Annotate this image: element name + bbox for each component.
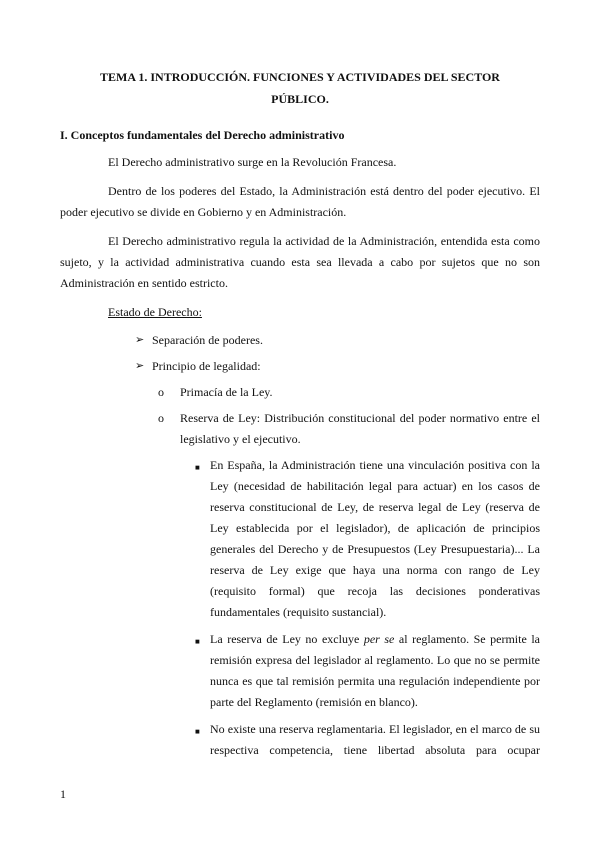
- list-item: [135, 356, 540, 377]
- text-run: al reglamento. Se permite la remisión expresa del legislador al reglamento. Lo que no se permite nunca es que tal remisión permita una regulación independiente por parte del Reglamento (remisión en blanco).: [210, 632, 540, 709]
- list-item: [135, 330, 540, 351]
- square-bullet-icon: ■: [195, 463, 200, 472]
- text-run: La reserva de Ley no excluye: [210, 632, 364, 646]
- paragraph-3: El Derecho administrativo regula la actividad de la Administración, entendida esta como sujeto, y la actividad administrativa cuando esta sea llevada a cabo por sujetos que no son Administración en sentido estricto.: [60, 234, 540, 290]
- arrow-bullet-icon: ➢: [135, 334, 145, 346]
- circle-bullet-icon: o: [158, 385, 164, 399]
- square-bullet-icon: ■: [195, 637, 200, 646]
- italic-text: per se: [363, 632, 395, 646]
- square-bullet-icon: ■: [195, 727, 200, 736]
- list-item-text: En España, la Administración tiene una vinculación positiva con la Ley (necesidad de habilitación legal para actuar) en los casos de reserva constitucional de Ley, de reserva legal de Ley (reserva de Ley establecida por el legislador), de aplicación de principios generales del Derecho y de Presupuestos (Ley Presupuestaria)... La reserva de Ley exige que haya una norma con rango de Ley (requisito formal) que recoja las decisiones ponderativas fundamentales (requisito sustancial).: [210, 458, 540, 619]
- estado-de-derecho-subheading: Estado de Derecho:: [108, 305, 202, 319]
- section-heading: I. Conceptos fundamentales del Derecho administrativo: [60, 128, 345, 142]
- list-item: [195, 455, 540, 623]
- arrow-bullet-icon: ➢: [135, 360, 145, 372]
- list-item: [195, 719, 540, 761]
- document-title: [60, 66, 540, 110]
- list-item: [195, 629, 540, 713]
- list-item-text: [210, 632, 540, 709]
- circle-bullet-icon: o: [158, 411, 164, 425]
- document-body: [60, 152, 540, 767]
- title-line-1: TEMA 1. INTRODUCCIÓN. FUNCIONES Y ACTIVIDADES DEL SECTOR: [100, 70, 500, 84]
- list-item-text: No existe una reserva reglamentaria. El legislador, en el marco de su respectiva competencia, tiene libertad absoluta para ocupar: [210, 722, 540, 757]
- list-item-text: Reserva de Ley: Distribución constitucional del poder normativo entre el legislativo y el ejecutivo.: [180, 411, 540, 446]
- paragraph-1: El Derecho administrativo surge en la Revolución Francesa.: [108, 155, 397, 169]
- page-number: 1: [60, 787, 66, 801]
- paragraph-2: Dentro de los poderes del Estado, la Administración está dentro del poder ejecutivo. El poder ejecutivo se divide en Gobierno y en Administración.: [60, 184, 540, 219]
- list-item: [158, 408, 540, 450]
- list-item-text: Primacía de la Ley.: [180, 385, 273, 399]
- title-line-2: PÚBLICO.: [271, 92, 329, 106]
- list-item: [158, 382, 540, 403]
- list-item-text: Principio de legalidad:: [152, 359, 261, 373]
- list-item-text: Separación de poderes.: [152, 333, 263, 347]
